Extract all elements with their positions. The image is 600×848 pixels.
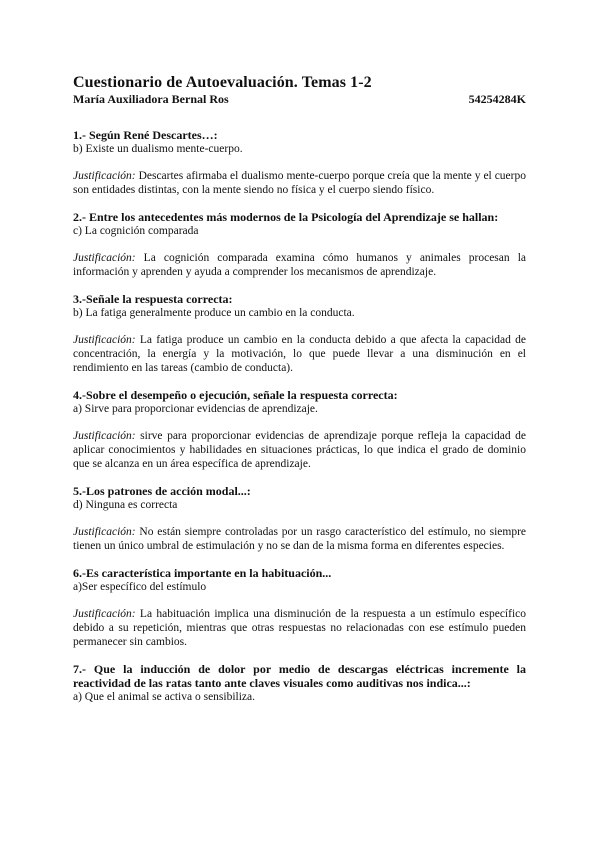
question-title: 1.- Según René Descartes…: [73,128,218,142]
document-page [73,74,526,717]
question-list [73,128,526,704]
question-item [73,388,526,471]
question-answer: b) La fatiga generalmente produce un cambio en la conducta. [73,307,355,319]
question-item [73,210,526,279]
justification-label: Justificación: [73,252,136,264]
question-item [73,128,526,197]
question-justification [73,251,526,279]
question-item [73,566,526,649]
question-answer: d) Ninguna es correcta [73,499,178,511]
justification-text: La cognición comparada examina cómo humanos y animales procesan la información y aprenden y ayuda a comprender los mecanismos de aprendizaje. [73,252,526,278]
question-title: 5.-Los patrones de acción modal...: [73,484,251,498]
author-row [73,92,526,107]
question-title: 2.- Entre los antecedentes más modernos de la Psicología del Aprendizaje se hallan: [73,210,499,224]
justification-text: No están siempre controladas por un rasgo característico del estímulo, no siempre tienen un único umbral de estimulación y no se dan de la misma forma en diferentes especies. [73,526,527,552]
justification-label: Justificación: [73,170,136,182]
question-item [73,292,526,375]
question-answer: b) Existe un dualismo mente-cuerpo. [73,143,243,155]
question-justification [73,607,526,649]
question-title: 6.-Es característica importante en la habituación... [73,566,332,580]
question-answer: a) Sirve para proporcionar evidencias de aprendizaje. [73,403,318,415]
justification-text: Descartes afirmaba el dualismo mente-cuerpo porque creía que la mente y el cuerpo son entidades distintas, con la mente siendo no física y el cuerpo siendo físico. [73,170,526,196]
question-justification [73,333,526,375]
justification-text: sirve para proporcionar evidencias de aprendizaje porque refleja la capacidad de aplicar conocimientos y habilidades en situaciones prácticas, lo que indica el grado de dominio que se alcanza en un área específica de aprendizaje. [73,430,527,470]
justification-label: Justificación: [73,334,136,346]
question-answer: a)Ser específico del estímulo [73,581,207,593]
document-title: Cuestionario de Autoevaluación. Temas 1-2 [73,74,372,91]
question-answer: c) La cognición comparada [73,225,199,237]
question-title: 4.-Sobre el desempeño o ejecución, señale la respuesta correcta: [73,388,398,402]
question-justification [73,525,526,553]
justification-label: Justificación: [73,526,136,538]
question-answer: a) Que el animal se activa o sensibiliza. [73,691,256,703]
justification-label: Justificación: [73,608,136,620]
justification-text: La fatiga produce un cambio en la conducta debido a que afecta la capacidad de concentración, la energía y la motivación, lo que puede llevar a una disminución en el rendimiento en las tareas (cambio de conducta). [73,334,526,374]
justification-text: La habituación implica una disminución de la respuesta a un estímulo específico debido a su repetición, mientras que otras respuestas no relacionadas con ese estímulo pueden permanecer sin cambios. [73,608,527,648]
justification-label: Justificación: [73,430,136,442]
question-title: 3.-Señale la respuesta correcta: [73,292,233,306]
question-item [73,484,526,553]
question-justification [73,169,526,197]
question-title: 7.- Que la inducción de dolor por medio de descargas eléctricas incremente la reactividad de las ratas tanto ante claves visuales como auditivas nos indica...: [73,662,526,690]
author-name: María Auxiliadora Bernal Ros [73,92,229,106]
student-id: 54254284K [468,92,526,106]
question-justification [73,429,526,471]
question-item [73,662,526,704]
